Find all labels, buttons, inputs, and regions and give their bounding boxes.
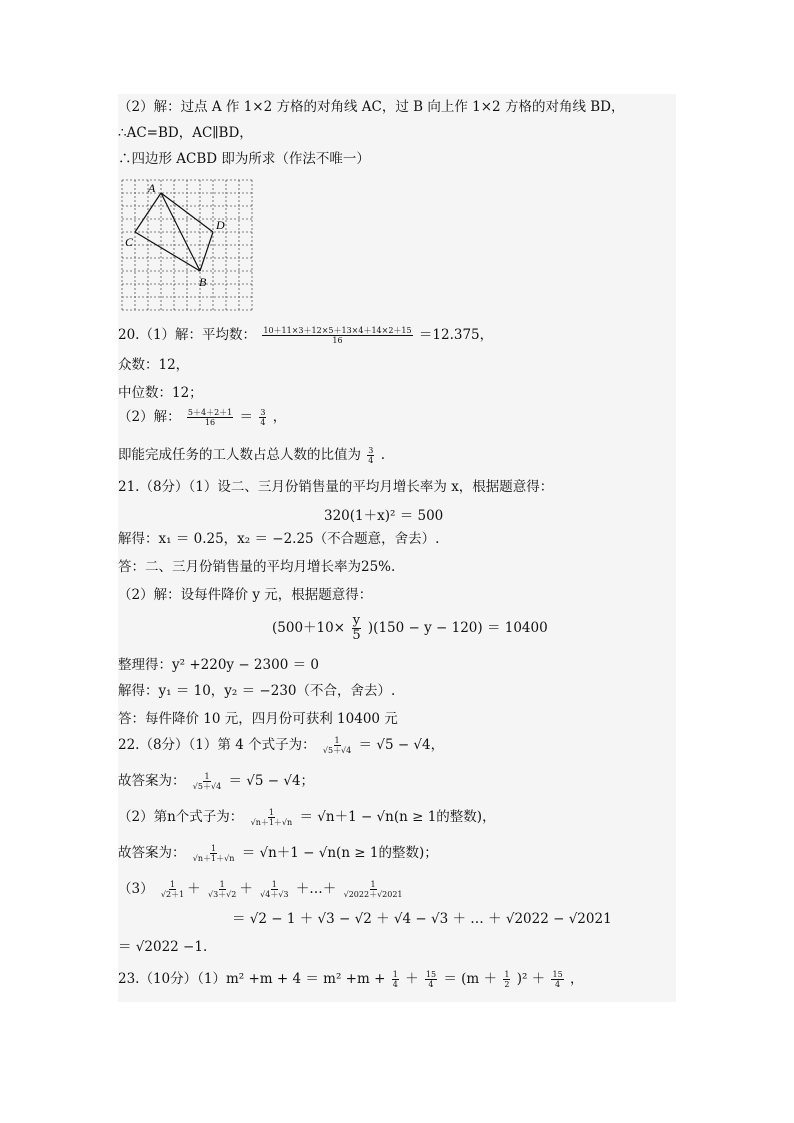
fraction: $\frac{1}{2}$ <box>504 970 510 989</box>
fraction: $\frac{1}{4}$ <box>392 970 398 989</box>
label-a: A <box>148 181 156 195</box>
fraction: $\frac{1}{√3+√2}$ <box>207 880 237 899</box>
text-line-mean: 20.（1）解：平均数： $\frac{10+11\times 3+12\times 5+13\times 4+14\times 2+15}{16}$ ＝12.375， <box>118 326 494 345</box>
text-line: 故答案为： $\frac{1}{√n+1+√n}$ ＝ √n＋1 − √n(n ≥ 1的整数)； <box>118 844 438 863</box>
text-line: ∴AC=BD，AC∥BD， <box>118 125 253 141</box>
fraction: $\frac{1}{√5+√4}$ <box>192 772 222 791</box>
fraction: $\frac{10+11\times 3+12\times 5+13\times 4+14\times 2+15}{16}$ <box>263 326 412 345</box>
text-line-ratio: （2）解： $\frac{5+4+2+1}{16}$ ＝ $\frac{3}{4}$ ， <box>118 408 287 427</box>
text-line-q23: 23.（10分）（1）m² +m + 4 ＝ m² +m + $\frac{1}{4}$ ＋ $\frac{15}{4}$ ＝ (m ＋ $\frac{1}{2}$ )² ＋ $\frac{15}{4}$ ， <box>118 970 584 989</box>
text-line: 众数：12， <box>118 357 190 373</box>
fraction: $\frac{1}{√5+√4}$ <box>322 736 352 755</box>
fraction: $\frac{1}{√2022+√2021}$ <box>343 880 403 899</box>
equation: (500＋10× $\frac{y}{5}$ )(150 − y − 120) ＝ 10400 <box>272 613 548 643</box>
fraction: $\frac{3}{4}$ <box>260 408 266 427</box>
text-line-ratio-answer: 即能完成任务的工人数占总人数的比值为 $\frac{3}{4}$ . <box>118 446 385 465</box>
text-line: （2）第n个式子为： $\frac{1}{√n+1+√n}$ ＝ √n＋1 − √n(n ≥ 1的整数)， <box>118 808 496 827</box>
text-line: ＝ √2 − 1 ＋ √3 − √2 ＋ √4 − √3 ＋ … ＋ √2022 − √2021 <box>232 911 612 927</box>
text-line: 答：每件降价 10 元，四月份可获利 10400 元 <box>118 711 398 727</box>
fraction: $\frac{15}{4}$ <box>425 970 437 989</box>
label-b: B <box>199 275 207 289</box>
text-line: 解得：y₁ ＝ 10，y₂ ＝ −230（不合，舍去）. <box>118 683 396 699</box>
text-line: 21.（8分）（1）设二、三月份销售量的平均月增长率为 x，根据题意得： <box>118 479 554 495</box>
segment-db <box>200 232 213 271</box>
text-line: ∴四边形 ACBD 即为所求（作法不唯一） <box>118 151 370 167</box>
text-line: 故答案为： $\frac{1}{√5+√4}$ ＝ √5 − √4； <box>118 772 315 791</box>
text-line: ＝ √2022 −1. <box>118 939 208 955</box>
text-line: 整理得：y² +220y − 2300 ＝ 0 <box>118 657 319 673</box>
fraction: $\frac{3}{4}$ <box>368 446 374 465</box>
text-line: （2）解：设每件降价 y 元，根据题意得： <box>118 587 373 603</box>
label-c: C <box>125 235 134 249</box>
fraction: $\frac{y}{5}$ <box>352 613 361 643</box>
text-line: （2）解：过点 A 作 1×2 方格的对角线 AC，过 B 向上作 1×2 方格的对角线 BD， <box>118 99 625 115</box>
fraction: $\frac{1}{√n+1+√n}$ <box>192 844 235 863</box>
label-d: D <box>216 218 225 232</box>
text-line-q22: 22.（8分）（1）第 4 个式子为： $\frac{1}{√5+√4}$ ＝ √5 − √4， <box>118 736 445 755</box>
text-line: 解得：x₁ ＝ 0.25，x₂ ＝ −2.25（不合题意，舍去）. <box>118 531 440 547</box>
fraction: $\frac{1}{√n+1+√n}$ <box>250 808 293 827</box>
text-line-sum: （3） $\frac{1}{√2+1}$ ＋ $\frac{1}{√3+√2}$ ＋ $\frac{1}{√4+√3}$ ＋…＋ $\frac{1}{√2022+√2021}$ <box>118 880 403 899</box>
text-line: 答：二、三月份销售量的平均月增长率为25%. <box>118 559 396 575</box>
segment-ad <box>161 193 213 232</box>
quadrilateral-diagram <box>120 178 254 312</box>
fraction: $\frac{1}{√4+√3}$ <box>260 880 289 899</box>
segment-ca <box>135 193 161 232</box>
text-line: 中位数：12； <box>118 385 203 401</box>
fraction: $\frac{5+4+2+1}{16}$ <box>187 408 233 427</box>
grid-figure <box>120 178 254 316</box>
equation: 320(1＋x)² ＝ 500 <box>324 508 444 524</box>
answer-sheet <box>118 94 676 1002</box>
fraction: $\frac{15}{4}$ <box>552 970 563 989</box>
fraction: $\frac{1}{√2+1}$ <box>160 880 185 899</box>
